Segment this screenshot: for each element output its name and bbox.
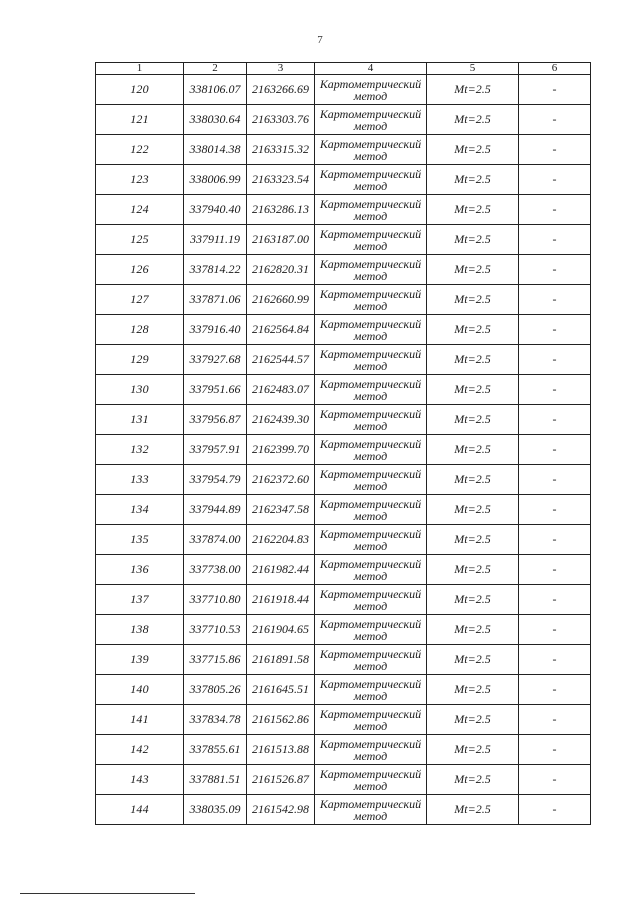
method-line-2: метод xyxy=(353,118,388,133)
accuracy-cell: Mt=2.5 xyxy=(427,345,519,375)
note-cell: - xyxy=(519,165,591,195)
table-row xyxy=(96,525,591,555)
method-line-1: Картометрический xyxy=(319,706,422,721)
point-number-cell: 123 xyxy=(96,165,184,195)
x-coordinate-cell: 337916.40 xyxy=(184,315,247,345)
method-cell xyxy=(315,525,427,555)
note-cell: - xyxy=(519,795,591,825)
method-line-1: Картометрический xyxy=(319,106,422,121)
header-col-6: 6 xyxy=(519,63,591,75)
y-coordinate-cell: 2161982.44 xyxy=(247,555,315,585)
note-cell: - xyxy=(519,465,591,495)
coordinates-table xyxy=(95,62,591,825)
method-line-2: метод xyxy=(353,748,388,763)
method-line-2: метод xyxy=(353,298,388,313)
x-coordinate-cell: 338014.38 xyxy=(184,135,247,165)
x-coordinate-cell: 338035.09 xyxy=(184,795,247,825)
note-cell: - xyxy=(519,705,591,735)
table-row xyxy=(96,255,591,285)
y-coordinate-cell: 2162544.57 xyxy=(247,345,315,375)
note-cell: - xyxy=(519,585,591,615)
method-cell xyxy=(315,165,427,195)
table-row xyxy=(96,675,591,705)
y-coordinate-cell: 2161562.86 xyxy=(247,705,315,735)
method-line-2: метод xyxy=(353,268,388,283)
y-coordinate-cell: 2162439.30 xyxy=(247,405,315,435)
method-cell xyxy=(315,285,427,315)
method-cell xyxy=(315,705,427,735)
note-cell: - xyxy=(519,765,591,795)
note-cell: - xyxy=(519,525,591,555)
point-number-cell: 142 xyxy=(96,735,184,765)
table-row xyxy=(96,465,591,495)
point-number-cell: 143 xyxy=(96,765,184,795)
point-number-cell: 133 xyxy=(96,465,184,495)
method-line-1: Картометрический xyxy=(319,496,422,511)
x-coordinate-cell: 337874.00 xyxy=(184,525,247,555)
accuracy-cell: Mt=2.5 xyxy=(427,75,519,105)
accuracy-cell: Mt=2.5 xyxy=(427,105,519,135)
method-line-2: метод xyxy=(353,538,388,553)
note-cell: - xyxy=(519,645,591,675)
header-col-1: 1 xyxy=(96,63,184,75)
method-line-1: Картометрический xyxy=(319,586,422,601)
method-line-1: Картометрический xyxy=(319,736,422,751)
method-line-2: метод xyxy=(353,178,388,193)
y-coordinate-cell: 2161918.44 xyxy=(247,585,315,615)
x-coordinate-cell: 337951.66 xyxy=(184,375,247,405)
method-line-2: метод xyxy=(353,448,388,463)
method-line-1: Картометрический xyxy=(319,376,422,391)
header-col-2: 2 xyxy=(184,63,247,75)
x-coordinate-cell: 337805.26 xyxy=(184,675,247,705)
method-line-1: Картометрический xyxy=(319,466,422,481)
method-line-2: метод xyxy=(353,508,388,523)
note-cell: - xyxy=(519,675,591,705)
method-line-1: Картометрический xyxy=(319,136,422,151)
method-line-2: метод xyxy=(353,778,388,793)
x-coordinate-cell: 337954.79 xyxy=(184,465,247,495)
table-row xyxy=(96,345,591,375)
y-coordinate-cell: 2163286.13 xyxy=(247,195,315,225)
method-line-2: метод xyxy=(353,238,388,253)
x-coordinate-cell: 337956.87 xyxy=(184,405,247,435)
table-row xyxy=(96,435,591,465)
y-coordinate-cell: 2162660.99 xyxy=(247,285,315,315)
note-cell: - xyxy=(519,225,591,255)
table-row xyxy=(96,615,591,645)
y-coordinate-cell: 2161542.98 xyxy=(247,795,315,825)
note-cell: - xyxy=(519,255,591,285)
point-number-cell: 144 xyxy=(96,795,184,825)
note-cell: - xyxy=(519,735,591,765)
point-number-cell: 122 xyxy=(96,135,184,165)
accuracy-cell: Mt=2.5 xyxy=(427,525,519,555)
x-coordinate-cell: 337911.19 xyxy=(184,225,247,255)
method-cell xyxy=(315,495,427,525)
method-line-1: Картометрический xyxy=(319,406,422,421)
method-cell xyxy=(315,375,427,405)
table-row xyxy=(96,75,591,105)
accuracy-cell: Mt=2.5 xyxy=(427,735,519,765)
x-coordinate-cell: 337834.78 xyxy=(184,705,247,735)
method-cell xyxy=(315,135,427,165)
table-row xyxy=(96,585,591,615)
x-coordinate-cell: 337927.68 xyxy=(184,345,247,375)
note-cell: - xyxy=(519,315,591,345)
method-cell xyxy=(315,615,427,645)
method-cell xyxy=(315,435,427,465)
x-coordinate-cell: 337881.51 xyxy=(184,765,247,795)
x-coordinate-cell: 337710.80 xyxy=(184,585,247,615)
method-cell xyxy=(315,585,427,615)
note-cell: - xyxy=(519,615,591,645)
point-number-cell: 136 xyxy=(96,555,184,585)
y-coordinate-cell: 2162204.83 xyxy=(247,525,315,555)
y-coordinate-cell: 2161513.88 xyxy=(247,735,315,765)
accuracy-cell: Mt=2.5 xyxy=(427,195,519,225)
method-line-1: Картометрический xyxy=(319,526,422,541)
method-line-2: метод xyxy=(353,628,388,643)
method-line-1: Картометрический xyxy=(319,646,422,661)
accuracy-cell: Mt=2.5 xyxy=(427,285,519,315)
y-coordinate-cell: 2163266.69 xyxy=(247,75,315,105)
method-line-1: Картометрический xyxy=(319,286,422,301)
note-cell: - xyxy=(519,195,591,225)
note-cell: - xyxy=(519,105,591,135)
x-coordinate-cell: 337940.40 xyxy=(184,195,247,225)
point-number-cell: 130 xyxy=(96,375,184,405)
page-number: 7 xyxy=(317,34,323,46)
method-line-2: метод xyxy=(353,88,388,103)
method-cell xyxy=(315,735,427,765)
table-row xyxy=(96,795,591,825)
accuracy-cell: Mt=2.5 xyxy=(427,255,519,285)
method-line-2: метод xyxy=(353,328,388,343)
table-row xyxy=(96,285,591,315)
table-row xyxy=(96,555,591,585)
note-cell: - xyxy=(519,405,591,435)
method-line-1: Картометрический xyxy=(319,226,422,241)
method-cell xyxy=(315,195,427,225)
table-row xyxy=(96,495,591,525)
x-coordinate-cell: 337715.86 xyxy=(184,645,247,675)
accuracy-cell: Mt=2.5 xyxy=(427,165,519,195)
note-cell: - xyxy=(519,495,591,525)
method-line-2: метод xyxy=(353,598,388,613)
point-number-cell: 127 xyxy=(96,285,184,315)
method-line-2: метод xyxy=(353,358,388,373)
y-coordinate-cell: 2161891.58 xyxy=(247,645,315,675)
method-line-2: метод xyxy=(353,478,388,493)
point-number-cell: 138 xyxy=(96,615,184,645)
footnote-separator xyxy=(20,893,195,894)
method-line-2: метод xyxy=(353,808,388,823)
method-cell xyxy=(315,75,427,105)
y-coordinate-cell: 2162483.07 xyxy=(247,375,315,405)
point-number-cell: 135 xyxy=(96,525,184,555)
table-body xyxy=(96,75,591,825)
method-line-1: Картометрический xyxy=(319,676,422,691)
accuracy-cell: Mt=2.5 xyxy=(427,435,519,465)
y-coordinate-cell: 2162372.60 xyxy=(247,465,315,495)
y-coordinate-cell: 2162564.84 xyxy=(247,315,315,345)
method-line-1: Картометрический xyxy=(319,346,422,361)
note-cell: - xyxy=(519,375,591,405)
method-line-2: метод xyxy=(353,148,388,163)
y-coordinate-cell: 2161904.65 xyxy=(247,615,315,645)
x-coordinate-cell: 337957.91 xyxy=(184,435,247,465)
y-coordinate-cell: 2163303.76 xyxy=(247,105,315,135)
accuracy-cell: Mt=2.5 xyxy=(427,585,519,615)
table-row xyxy=(96,225,591,255)
accuracy-cell: Mt=2.5 xyxy=(427,135,519,165)
method-line-2: метод xyxy=(353,688,388,703)
method-line-1: Картометрический xyxy=(319,616,422,631)
method-cell xyxy=(315,345,427,375)
method-line-1: Картометрический xyxy=(319,196,422,211)
y-coordinate-cell: 2162399.70 xyxy=(247,435,315,465)
accuracy-cell: Mt=2.5 xyxy=(427,795,519,825)
method-line-1: Картометрический xyxy=(319,166,422,181)
method-cell xyxy=(315,555,427,585)
x-coordinate-cell: 337871.06 xyxy=(184,285,247,315)
table-row xyxy=(96,135,591,165)
point-number-cell: 128 xyxy=(96,315,184,345)
accuracy-cell: Mt=2.5 xyxy=(427,645,519,675)
table-row xyxy=(96,765,591,795)
y-coordinate-cell: 2163315.32 xyxy=(247,135,315,165)
method-line-2: метод xyxy=(353,568,388,583)
method-cell xyxy=(315,255,427,285)
accuracy-cell: Mt=2.5 xyxy=(427,765,519,795)
point-number-cell: 125 xyxy=(96,225,184,255)
note-cell: - xyxy=(519,75,591,105)
point-number-cell: 140 xyxy=(96,675,184,705)
method-line-2: метод xyxy=(353,718,388,733)
method-cell xyxy=(315,795,427,825)
method-cell xyxy=(315,675,427,705)
method-line-2: метод xyxy=(353,208,388,223)
method-cell xyxy=(315,645,427,675)
x-coordinate-cell: 337710.53 xyxy=(184,615,247,645)
method-line-1: Картометрический xyxy=(319,766,422,781)
accuracy-cell: Mt=2.5 xyxy=(427,225,519,255)
header-col-5: 5 xyxy=(427,63,519,75)
table-row xyxy=(96,315,591,345)
method-line-1: Картометрический xyxy=(319,316,422,331)
method-line-2: метод xyxy=(353,388,388,403)
header-col-3: 3 xyxy=(247,63,315,75)
x-coordinate-cell: 337738.00 xyxy=(184,555,247,585)
table-row xyxy=(96,645,591,675)
accuracy-cell: Mt=2.5 xyxy=(427,375,519,405)
x-coordinate-cell: 338030.64 xyxy=(184,105,247,135)
accuracy-cell: Mt=2.5 xyxy=(427,465,519,495)
table-row xyxy=(96,165,591,195)
y-coordinate-cell: 2162820.31 xyxy=(247,255,315,285)
method-cell xyxy=(315,105,427,135)
accuracy-cell: Mt=2.5 xyxy=(427,675,519,705)
y-coordinate-cell: 2163323.54 xyxy=(247,165,315,195)
point-number-cell: 134 xyxy=(96,495,184,525)
method-line-1: Картометрический xyxy=(319,436,422,451)
point-number-cell: 141 xyxy=(96,705,184,735)
x-coordinate-cell: 337944.89 xyxy=(184,495,247,525)
method-cell xyxy=(315,465,427,495)
point-number-cell: 132 xyxy=(96,435,184,465)
accuracy-cell: Mt=2.5 xyxy=(427,405,519,435)
point-number-cell: 129 xyxy=(96,345,184,375)
method-cell xyxy=(315,315,427,345)
method-line-2: метод xyxy=(353,658,388,673)
note-cell: - xyxy=(519,435,591,465)
table-row xyxy=(96,195,591,225)
point-number-cell: 131 xyxy=(96,405,184,435)
method-line-1: Картометрический xyxy=(319,76,422,91)
point-number-cell: 137 xyxy=(96,585,184,615)
y-coordinate-cell: 2161645.51 xyxy=(247,675,315,705)
point-number-cell: 126 xyxy=(96,255,184,285)
accuracy-cell: Mt=2.5 xyxy=(427,555,519,585)
method-cell xyxy=(315,405,427,435)
method-cell xyxy=(315,225,427,255)
method-line-2: метод xyxy=(353,418,388,433)
point-number-cell: 124 xyxy=(96,195,184,225)
table-row xyxy=(96,735,591,765)
note-cell: - xyxy=(519,345,591,375)
x-coordinate-cell: 337814.22 xyxy=(184,255,247,285)
table-row xyxy=(96,375,591,405)
accuracy-cell: Mt=2.5 xyxy=(427,495,519,525)
header-row xyxy=(96,63,591,75)
x-coordinate-cell: 338106.07 xyxy=(184,75,247,105)
method-line-1: Картометрический xyxy=(319,796,422,811)
y-coordinate-cell: 2162347.58 xyxy=(247,495,315,525)
note-cell: - xyxy=(519,555,591,585)
x-coordinate-cell: 337855.61 xyxy=(184,735,247,765)
note-cell: - xyxy=(519,135,591,165)
y-coordinate-cell: 2163187.00 xyxy=(247,225,315,255)
point-number-cell: 120 xyxy=(96,75,184,105)
accuracy-cell: Mt=2.5 xyxy=(427,315,519,345)
y-coordinate-cell: 2161526.87 xyxy=(247,765,315,795)
method-line-1: Картометрический xyxy=(319,256,422,271)
method-line-1: Картометрический xyxy=(319,556,422,571)
x-coordinate-cell: 338006.99 xyxy=(184,165,247,195)
point-number-cell: 121 xyxy=(96,105,184,135)
note-cell: - xyxy=(519,285,591,315)
table-row xyxy=(96,705,591,735)
point-number-cell: 139 xyxy=(96,645,184,675)
accuracy-cell: Mt=2.5 xyxy=(427,705,519,735)
table-row xyxy=(96,405,591,435)
method-cell xyxy=(315,765,427,795)
header-col-4: 4 xyxy=(315,63,427,75)
accuracy-cell: Mt=2.5 xyxy=(427,615,519,645)
table-row xyxy=(96,105,591,135)
